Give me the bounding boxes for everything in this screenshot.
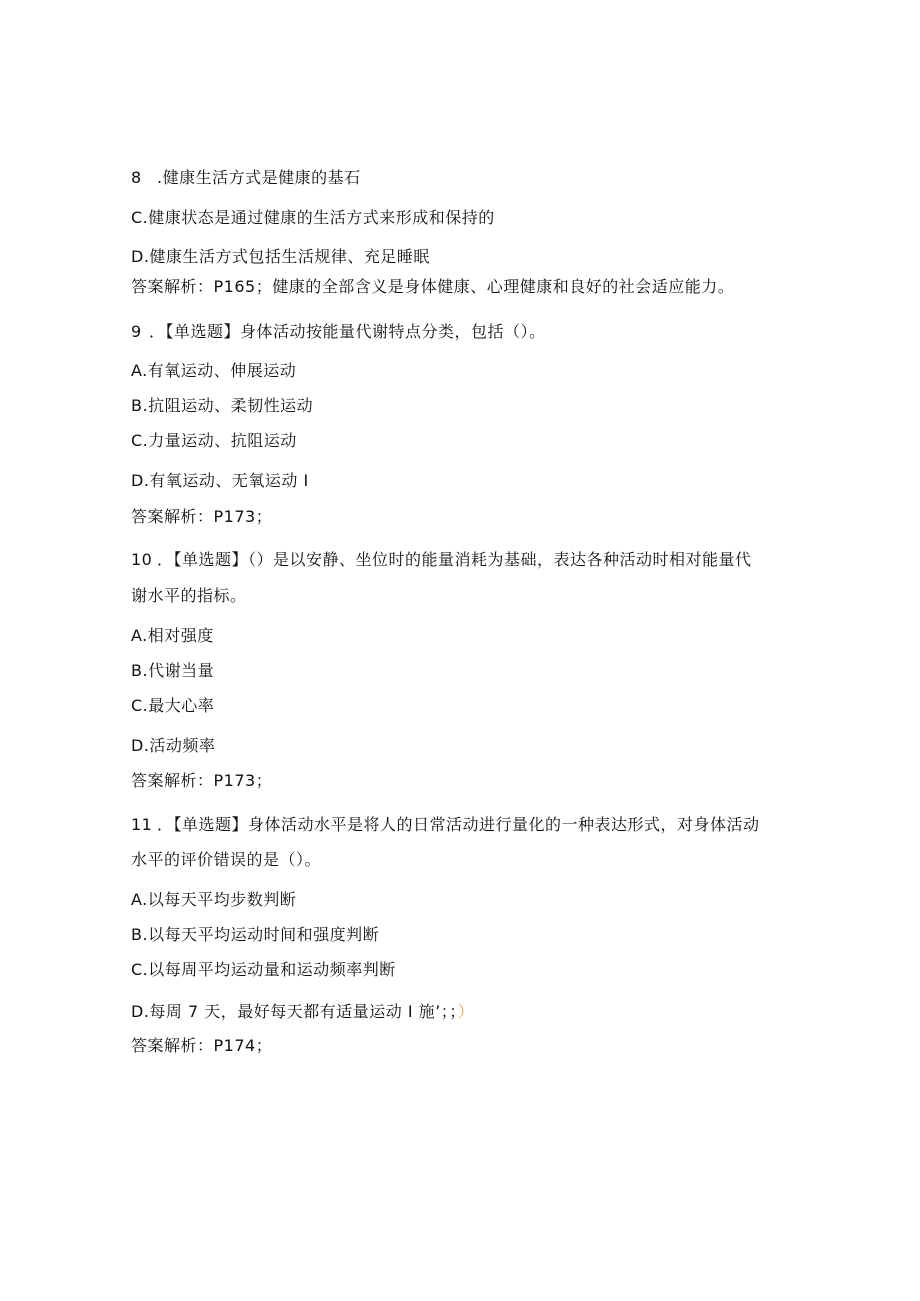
q9-option-b: B.抗阻运动、柔韧性运动 xyxy=(131,396,314,415)
q10-answer: 答案解析：P173； xyxy=(131,771,273,790)
q11-answer: 答案解析：P174； xyxy=(131,1036,273,1055)
q9-answer: 答案解析：P173； xyxy=(131,507,273,526)
q9-stem xyxy=(131,322,546,342)
q8-option-b-text: .健康生活方式是健康的基石 xyxy=(157,168,361,187)
q8-option-d: D.健康生活方式包括生活规律、充足睡眠 xyxy=(131,247,430,266)
q10-option-a: A.相对强度 xyxy=(131,626,214,645)
q9-option-d: D.有氧运动、无氧运动 I xyxy=(131,471,309,490)
q11-stem-text: ．【单选题】身体活动水平是将人的日常活动进行量化的一种表达形式，对身体活动 xyxy=(157,815,760,834)
q8-option-b xyxy=(131,168,361,188)
q8-option-c: C.健康状态是通过健康的生活方式来形成和保持的 xyxy=(131,208,495,227)
q10-option-c: C.最大心率 xyxy=(131,696,215,715)
q11-option-d xyxy=(131,1002,474,1022)
q11-number: 11 xyxy=(131,815,153,834)
q10-option-d: D.活动频率 xyxy=(131,736,216,755)
q11-option-b: B.以每天平均运动时间和强度判断 xyxy=(131,925,380,944)
q10-stem-line2: 谢水平的指标。 xyxy=(131,586,247,605)
q11-stem-line2: 水平的评价错误的是（）。 xyxy=(131,850,322,869)
q9-stem-text: ．【单选题】身体活动按能量代谢特点分类，包括（）。 xyxy=(149,322,546,341)
q11-option-d-text: D.每周 7 天，最好每天都有适量运动 I 施’；； xyxy=(131,1002,458,1021)
q10-number: 10 xyxy=(131,550,153,569)
q11-option-c: C.以每周平均运动量和运动频率判断 xyxy=(131,960,396,979)
q8-answer: 答案解析：P165；健康的全部含义是身体健康、心理健康和良好的社会适应能力。 xyxy=(131,277,735,296)
q11-option-a: A.以每天平均步数判断 xyxy=(131,890,297,909)
q11-stem-line1 xyxy=(131,815,760,835)
q10-stem-line1 xyxy=(131,550,752,570)
q10-option-b: B.代谢当量 xyxy=(131,661,215,680)
q11-trailing-mark: ） xyxy=(457,1002,475,1021)
q9-number: 9 xyxy=(131,322,142,341)
q9-option-a: A.有氧运动、伸展运动 xyxy=(131,361,297,380)
q10-stem-text: ．【单选题】（）是以安静、坐位时的能量消耗为基础，表达各种活动时相对能量代 xyxy=(157,550,752,569)
q9-option-c: C.力量运动、抗阻运动 xyxy=(131,431,297,450)
q8-number: 8 xyxy=(131,168,142,187)
